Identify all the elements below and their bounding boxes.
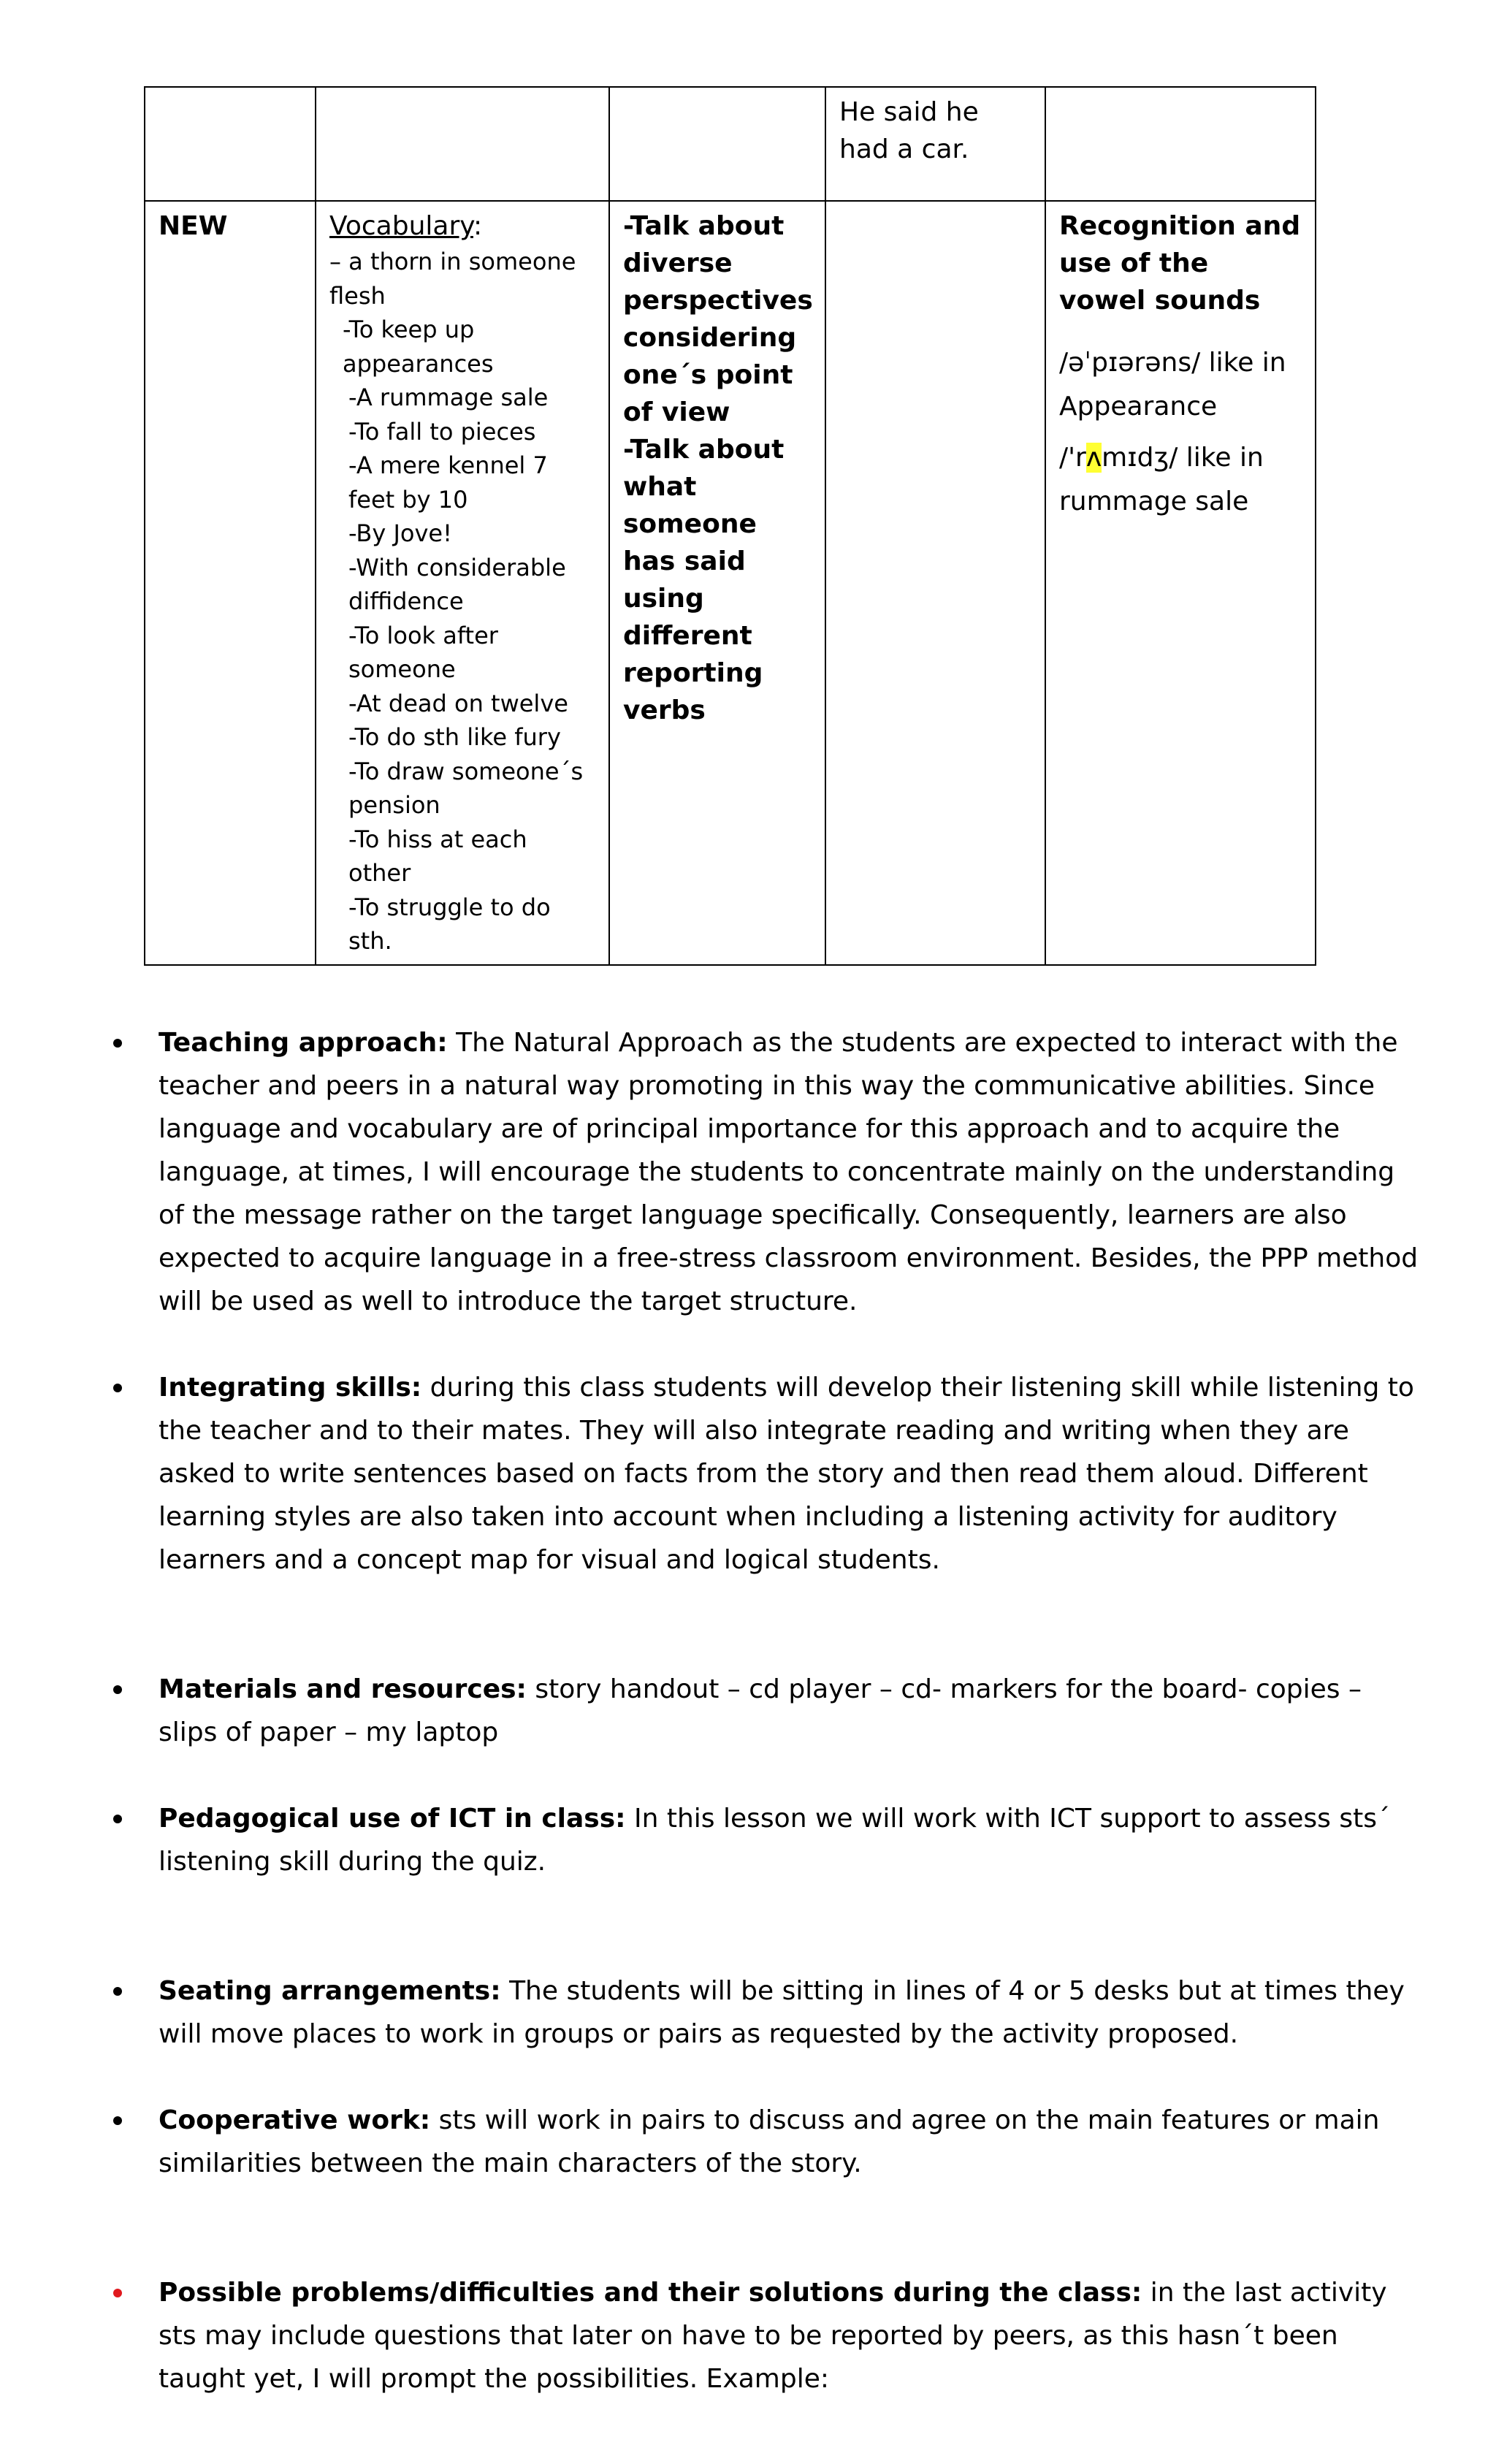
functions-cell xyxy=(609,201,825,965)
vocabulary-heading: Vocabulary xyxy=(329,211,473,241)
pronunciation-word-2: rummage sale xyxy=(1059,487,1249,516)
highlighted-vowel: ʌ xyxy=(1085,443,1102,473)
lesson-plan-table xyxy=(144,86,1316,966)
bullet-icon xyxy=(113,1987,122,1996)
vocabulary-item: -To hiss at each other xyxy=(348,825,527,887)
table-cell xyxy=(145,87,316,201)
pronunciation-ipa-1: /əˈpɪərəns/ like in xyxy=(1059,348,1286,378)
vocabulary-item: -To draw someone´s pension xyxy=(348,757,584,819)
vocabulary-item: -To do sth like fury xyxy=(348,723,561,751)
list-item xyxy=(113,1969,1421,2056)
section-label: Seating arrangements: xyxy=(159,1976,501,2006)
vocabulary-item: -A mere kennel 7 feet by 10 xyxy=(348,451,548,514)
list-item xyxy=(113,2271,1421,2400)
ipa-part: /'r xyxy=(1059,443,1086,473)
vocabulary-item: -With considerable diffidence xyxy=(348,553,566,615)
section-text: sts will work in pairs to discuss and agree on the main features or main similarities between the main characters of the story. xyxy=(159,2105,1380,2178)
section-label: Possible problems/difficulties and their solutions during the class: xyxy=(159,2278,1142,2308)
section-text: in the last activity sts may include questions that later on have to be reported by peers, as this hasn´t been taught yet, I will prompt the possibilities. Example: xyxy=(159,2278,1387,2394)
vocabulary-item: -At dead on twelve xyxy=(348,689,568,717)
vocabulary-item: – a thorn in someone flesh xyxy=(329,248,576,310)
pronunciation-ipa-2 xyxy=(1059,436,1303,480)
vocabulary-item: -To fall to pieces xyxy=(348,417,536,446)
bullet-icon xyxy=(113,1039,122,1048)
vocabulary-item: -By Jove! xyxy=(348,519,452,547)
vocabulary-cell xyxy=(316,201,609,965)
stage-label: NEW xyxy=(159,211,228,241)
vocabulary-list xyxy=(329,245,597,958)
list-item xyxy=(113,1021,1421,1323)
table-row xyxy=(145,201,1316,965)
section-text: The Natural Approach as the students are expected to interact with the teacher and peers in a natural way promoting in this way the communicative abilities. Since language and vocabulary are of principal importance for this approach and to acquire the language, at times, I will encourage the students to concentrate mainly on the understanding of the message rather on the target language specifically. Consequently, learners are also expected to acquire language in a free-stress classroom environment. Besides, the PPP method will be used as well to introduce the target structure. xyxy=(159,1028,1419,1316)
table-row xyxy=(145,87,1316,201)
bullet-icon xyxy=(113,1685,122,1694)
function-item: -Talk about diverse perspectives considering one´s point of view xyxy=(623,211,813,427)
list-item xyxy=(113,1366,1421,1582)
bullet-icon xyxy=(113,2289,122,2297)
list-item xyxy=(113,1797,1421,1883)
table-cell xyxy=(825,201,1045,965)
section-label: Pedagogical use of ICT in class: xyxy=(159,1804,626,1834)
table-cell xyxy=(825,87,1045,201)
vocabulary-colon: : xyxy=(473,211,483,241)
vocabulary-item: -To look after someone xyxy=(348,621,498,683)
table-cell xyxy=(609,87,825,201)
section-text: during this class students will develop their listening skill while listening to the teacher and to their mates. They will also integrate reading and writing when they are asked to write sentences based on facts from the story and then read them aloud. Different learning styles are also taken into account when including a listening activity for auditory learners and a concept map for visual and logical students. xyxy=(159,1373,1414,1575)
vocabulary-item: -To keep up appearances xyxy=(343,316,494,378)
lesson-notes-list xyxy=(113,1021,1421,2400)
pronunciation-word-1: Appearance xyxy=(1059,392,1218,422)
ipa-part: mɪdʒ/ like in xyxy=(1102,443,1264,473)
pronunciation-cell xyxy=(1045,201,1316,965)
pronunciation-heading: Recognition and use of the vowel sounds xyxy=(1059,211,1301,316)
list-item xyxy=(113,2099,1421,2185)
vocabulary-item: -A rummage sale xyxy=(348,384,549,411)
bullet-icon xyxy=(113,1384,122,1392)
stage-cell xyxy=(145,201,316,965)
section-label: Materials and resources: xyxy=(159,1674,527,1704)
section-label: Teaching approach: xyxy=(159,1028,448,1058)
reported-example-text: He said he had a car. xyxy=(839,97,979,164)
section-text: In this lesson we will work with ICT support to assess sts´ listening skill during the quiz. xyxy=(159,1804,1390,1877)
table-cell xyxy=(316,87,609,201)
table-cell xyxy=(1045,87,1316,201)
section-label: Integrating skills: xyxy=(159,1373,422,1403)
section-text: The students will be sitting in lines of 4 or 5 desks but at times they will move places to work in groups or pairs as requested by the activity proposed. xyxy=(159,1976,1405,2049)
bullet-icon xyxy=(113,1815,122,1823)
bullet-icon xyxy=(113,2116,122,2125)
function-item: -Talk about what someone has said using different reporting verbs xyxy=(623,435,785,725)
list-item xyxy=(113,1668,1421,1754)
section-label: Cooperative work: xyxy=(159,2105,431,2135)
section-text: story handout – cd player – cd- markers for the board- copies – slips of paper – my laptop xyxy=(159,1674,1362,1747)
vocabulary-item: -To struggle to do sth. xyxy=(348,893,551,955)
